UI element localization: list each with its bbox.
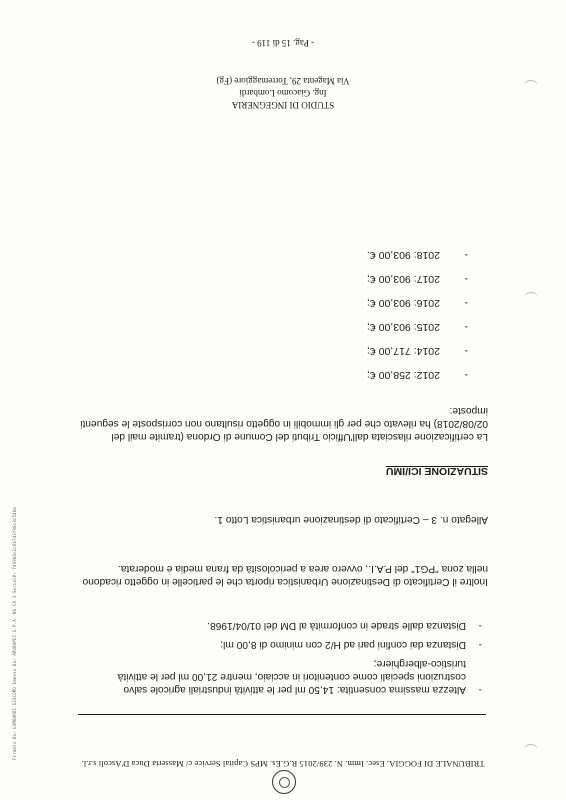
header-divider xyxy=(78,714,486,715)
section-title: SITUAZIONE ICI/IMU xyxy=(385,465,488,477)
bullet-item: - Altezza massima consentita: 14,50 ml per le attività industriali agricole salvo costruzioni speciali come contenitori in acciaio, mentre 21,00 ml per le attività turistico-alberghiere; xyxy=(117,658,482,695)
bullet-item: - Distanza dalle strade in conformità al DM del 01/04/1968. xyxy=(207,620,482,631)
tax-row: -2018: 903,00 €. xyxy=(367,249,468,261)
allegato-reference: Allegato n. 3 – Certificato di destinazione urbanistica Lotto 1. xyxy=(214,514,488,525)
tax-row: -2014: 717,00 €; xyxy=(367,345,468,357)
scan-mark xyxy=(524,744,538,755)
bullet-text: Distanza dalle strade in conformità al DM del 01/04/1968. xyxy=(207,620,466,631)
tax-row: -2015: 903,00 €; xyxy=(367,321,468,333)
engineer-name: Ing. Giacomo Lombardi xyxy=(239,88,327,98)
scan-mark xyxy=(524,292,538,303)
court-seal-icon xyxy=(272,770,296,794)
bullet-text: Distanza dai confini pari ad H/2 con minimo di 8,00 ml; xyxy=(220,639,466,650)
signature-margin-text: Firmato Da: LOMBARDI GIACOMO Emesso Da: ARUBAPEC S.P.A. NG CA 3 Serial#: 7d09b0c2c6b7d3f08c3c54be xyxy=(12,507,17,760)
bullet-list xyxy=(78,619,488,696)
paragraph-imu: La certificazione rilasciata dall'Ufficio Tributi del Comune di Ordona (tramite mail del 02/08/2018) ha rilevato che per gli immobili in oggetto risultano non corrisposte le seguenti imposte: xyxy=(80,405,488,442)
bullet-text: Altezza massima consentita: 14,50 ml per le attività industriali agricole salvo costruzioni speciali come contenitori in acciaio, mentre 21,00 ml per le attività turistico-alberghiere; xyxy=(117,658,466,695)
tax-row: -2012: 258,00 €; xyxy=(367,369,468,381)
court-header: TRIBUNALE DI FOGGIA. Esec. Imm. N. 239/2015 R.G.Es. MPS Capital Service c/ Masseria Duca D'Ascoli s.r.l. xyxy=(81,759,485,769)
page-number: - Pag. 15 di 119 - xyxy=(251,38,315,48)
scan-mark xyxy=(524,80,538,91)
paragraph-pai: Inoltre il Certificato di Destinazione Urbanistica riporta che le particelle in oggetto ricadono nella zona "PG1" del P.A.I., ovvero area a pericolosità da frana media e moderata. xyxy=(82,563,488,587)
studio-name: STUDIO DI INGEGNERIA xyxy=(231,100,335,110)
bullet-item: - Distanza dai confini pari ad H/2 con minimo di 8,00 ml; xyxy=(220,639,482,650)
tax-row: -2017: 903,00 €; xyxy=(367,273,468,285)
studio-address: Via Magenta 29, Torremaggiore (Fg) xyxy=(216,76,350,86)
tax-row: -2016: 903,00 €; xyxy=(367,297,468,309)
